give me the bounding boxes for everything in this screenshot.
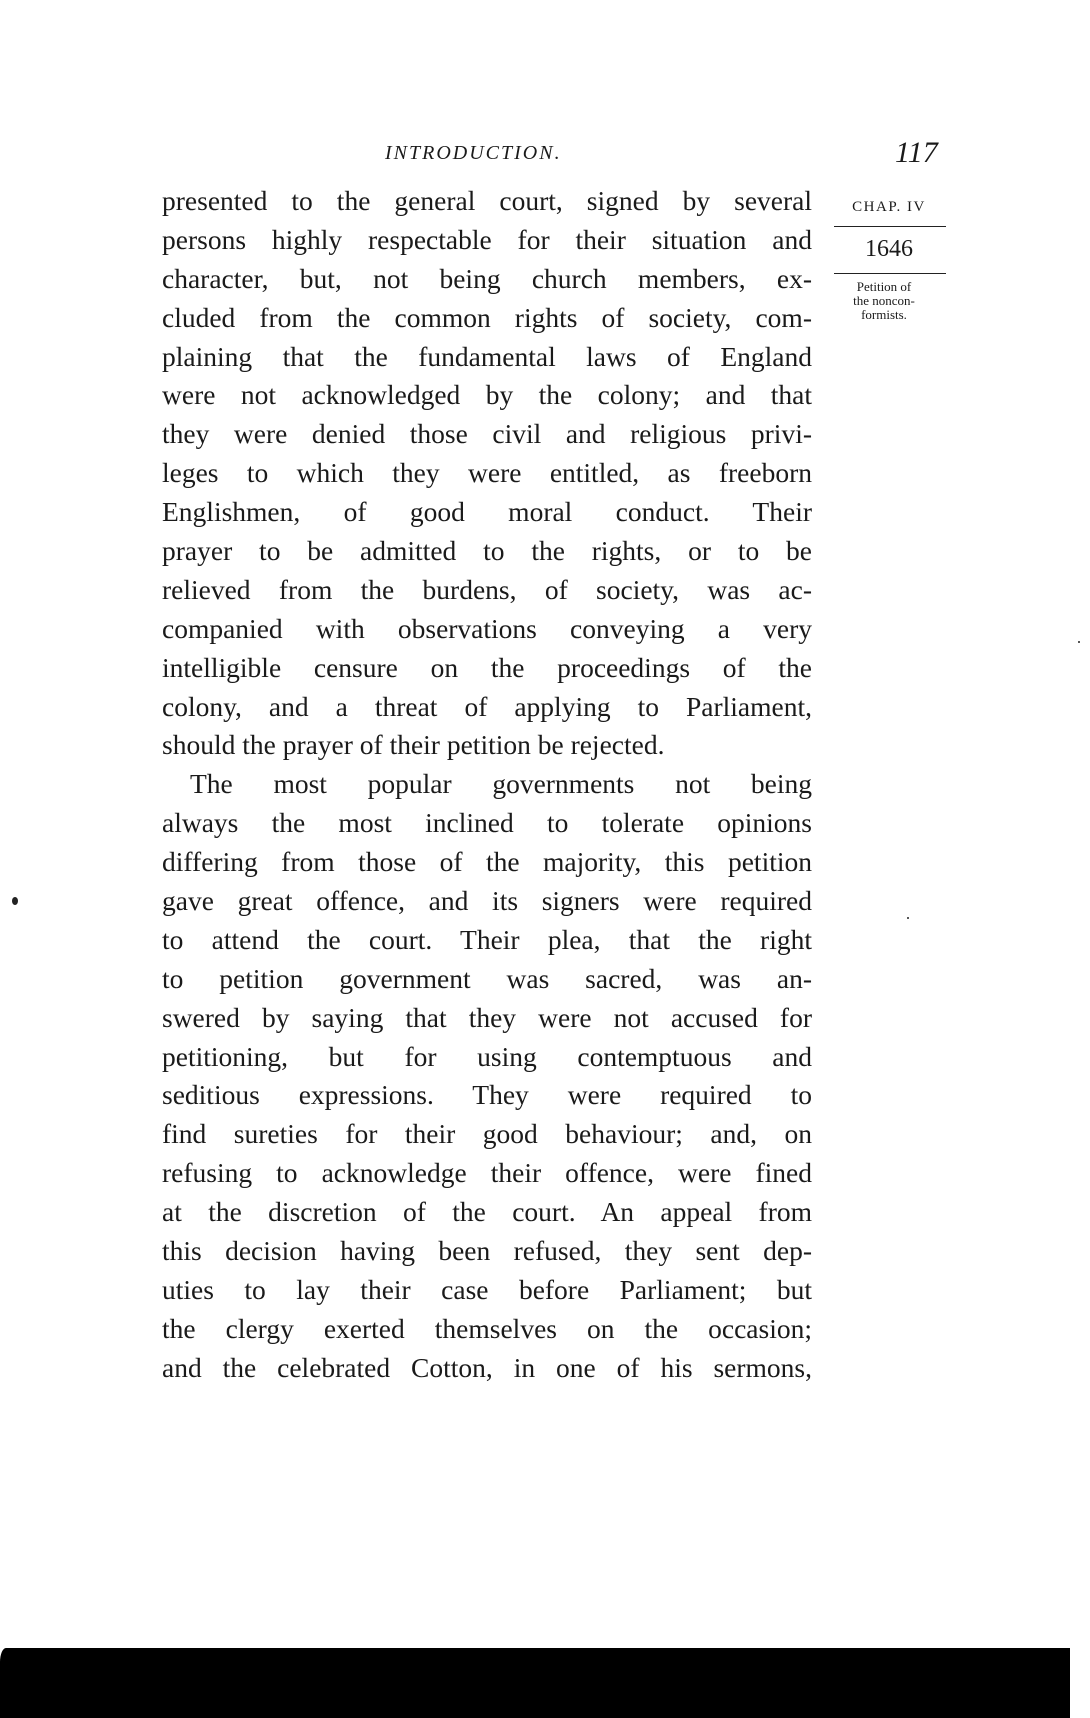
text-line: to attend the court. Their plea, that the right	[162, 923, 812, 955]
text-line: always the most inclined to tolerate opinions	[162, 807, 812, 839]
sidenote-line: Petition of	[856, 279, 912, 294]
margin-notes	[830, 196, 948, 322]
text-line: this decision having been refused, they sent dep-	[162, 1235, 812, 1267]
text-line: colony, and a threat of applying to Parliament,	[162, 690, 812, 722]
sidenote-line: the noncon-	[853, 293, 915, 308]
text-line: leges to which they were entitled, as freeborn	[162, 457, 812, 489]
text-line: uties to lay their case before Parliament; but	[162, 1273, 812, 1305]
ink-speck	[907, 917, 909, 919]
text-line: intelligible censure on the proceedings of the	[162, 651, 812, 683]
text-line: differing from those of the majority, this petition	[162, 846, 812, 878]
margin-rule	[834, 226, 946, 227]
sidenote	[834, 280, 934, 322]
text-line: were not acknowledged by the colony; and that	[162, 379, 812, 411]
text-line: companied with observations conveying a very	[162, 612, 812, 644]
margin-year: 1646	[865, 236, 913, 262]
text-line: presented to the general court, signed by several	[162, 185, 812, 216]
text-line: the clergy exerted themselves on the occasion;	[162, 1312, 812, 1344]
text-line: Englishmen, of good moral conduct. Their	[162, 496, 812, 528]
text-line: character, but, not being church members, ex-	[162, 262, 812, 294]
text-line: should the prayer of their petition be rejected.	[162, 729, 665, 761]
text-line: gave great offence, and its signers were required	[162, 885, 812, 917]
text-line: petitioning, but for using contemptuous and	[162, 1040, 812, 1072]
running-title: INTRODUCTION.	[385, 142, 562, 164]
chapter-label: CHAP. IV	[852, 199, 926, 215]
text-line: seditious expressions. They were required to	[162, 1079, 812, 1111]
text-line: and the celebrated Cotton, in one of his sermons,	[162, 1351, 812, 1383]
text-line: plaining that the fundamental laws of England	[162, 340, 812, 372]
text-line: at the discretion of the court. An appeal from	[162, 1196, 812, 1228]
ink-speck	[1078, 641, 1080, 643]
ink-speck	[12, 897, 18, 905]
text-line: persons highly respectable for their situation and	[162, 223, 812, 255]
margin-rule	[834, 273, 946, 274]
text-line: swered by saying that they were not accused for	[162, 1001, 812, 1033]
scan-edge-shadow	[0, 1648, 1070, 1718]
text-line: The most popular governments not being	[190, 768, 812, 800]
text-line: prayer to be admitted to the rights, or to be	[162, 535, 812, 567]
text-line: they were denied those civil and religious privi-	[162, 418, 812, 450]
text-line: to petition government was sacred, was an-	[162, 962, 812, 994]
text-line: relieved from the burdens, of society, was ac-	[162, 573, 812, 605]
text-line: find sureties for their good behaviour; and, on	[162, 1118, 812, 1150]
page-number: 117	[895, 136, 938, 169]
running-head	[160, 136, 950, 174]
text-line: refusing to acknowledge their offence, were fined	[162, 1157, 812, 1189]
text-line: cluded from the common rights of society, com-	[162, 301, 812, 333]
body-text	[162, 182, 812, 1388]
sidenote-line: formists.	[861, 307, 907, 322]
